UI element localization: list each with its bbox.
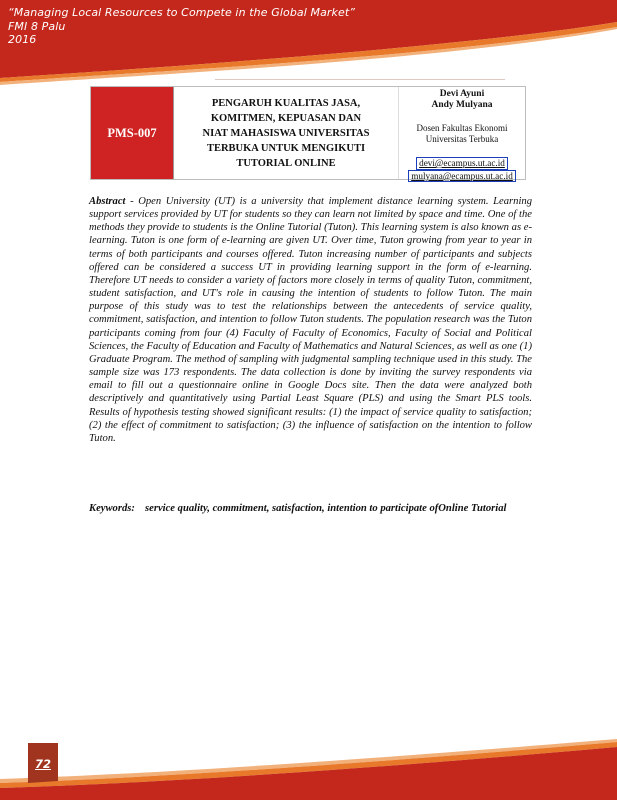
abstract-text: - Open University (UT) is a university that implement distance learning system. Learning support services provided by UT for students so they can learn not limited by space and time. One of the methods they provide to students is the Online Tutorial (Tuton). This learning system is also known as e-learning. Tuton is one form of e-learning are given UT. Over time, Tuton growing from year to year in terms of both participants and courses offered. Tuton increasing number of participants and subjects offered can be considered a success UT in providing learning support in the form of e-learning. Therefore UT needs to consider a variety of factors more closely in terms of quality Tuton, commitment, student satisfaction, and UT's role in causing the intention of students to follow Tuton. The main purpose of this study was to test the relationships between the antecedents of service quality, commitment, satisfaction, and intention to follow Tuton students. The population research was the Tuton participants coming from four (4) Faculty of Faculty of Economics, Faculty of Social and Political Sciences, the Faculty of Education and Faculty of Mathematics and Natural Sciences, as well as one (1) Graduate Program. The method of sampling with judgmental sampling technique used in this study. The sample size was 173 respondents. The data collection is done by inviting the survey respondents via email to fill out a questionnaire online in Google Docs site. Then the data were analyzed both descriptively and quantitatively using Partial Least Square (PLS) and using the Smart PLS tools. Results of hypothesis testing showed significant results: (1) the impact of service quality to satisfaction; (2) the effect of commitment to satisfaction; (3) the influence of satisfaction on the intention to follow Tuton. [89,196,532,444]
header-banner [0,0,617,90]
title-line: KOMITMEN, KEPUASAN DAN [210,112,362,124]
title-line: TUTORIAL ONLINE [236,157,336,169]
title-line: PENGARUH KUALITAS JASA, [211,97,361,109]
paper-code-cell [91,87,174,179]
footer-banner [0,735,617,800]
paper-title [174,87,398,179]
conference-year: 2016 [8,33,37,46]
author-email-link[interactable]: devi@ecampus.ut.ac.id [416,157,508,170]
abstract-label: Abstract [89,196,126,207]
keywords-label: Keywords: [89,503,135,514]
page-number: 72 [35,757,52,771]
author-name: Devi Ayuni [439,89,485,99]
authors-cell [398,87,525,179]
author-email-link[interactable]: mulyana@ecampus.ut.ac.id [408,170,516,183]
title-line: NIAT MAHASISWA UNIVERSITAS [202,127,370,139]
affiliation-line: Universitas Terbuka [425,133,499,144]
affiliation-line: Dosen Fakultas Ekonomi [416,123,508,133]
author-name: Andy Mulyana [431,100,493,110]
keywords [89,502,532,516]
conference-theme: “Managing Local Resources to Compete in the Global Market” [8,6,356,19]
header-divider [215,79,505,80]
paper-code: PMS-007 [107,125,157,140]
title-line: TERBUKA UNTUK MENGIKUTI [206,142,366,154]
conference-header [8,6,355,47]
abstract [89,195,532,445]
footer-graphic [0,735,617,800]
conference-name: FMI 8 Palu [8,19,66,33]
affiliation [399,123,525,144]
keywords-text: service quality, commitment, satisfaction, intention to participate ofOnline Tutorial [145,503,507,514]
paper-title-block [90,86,526,180]
